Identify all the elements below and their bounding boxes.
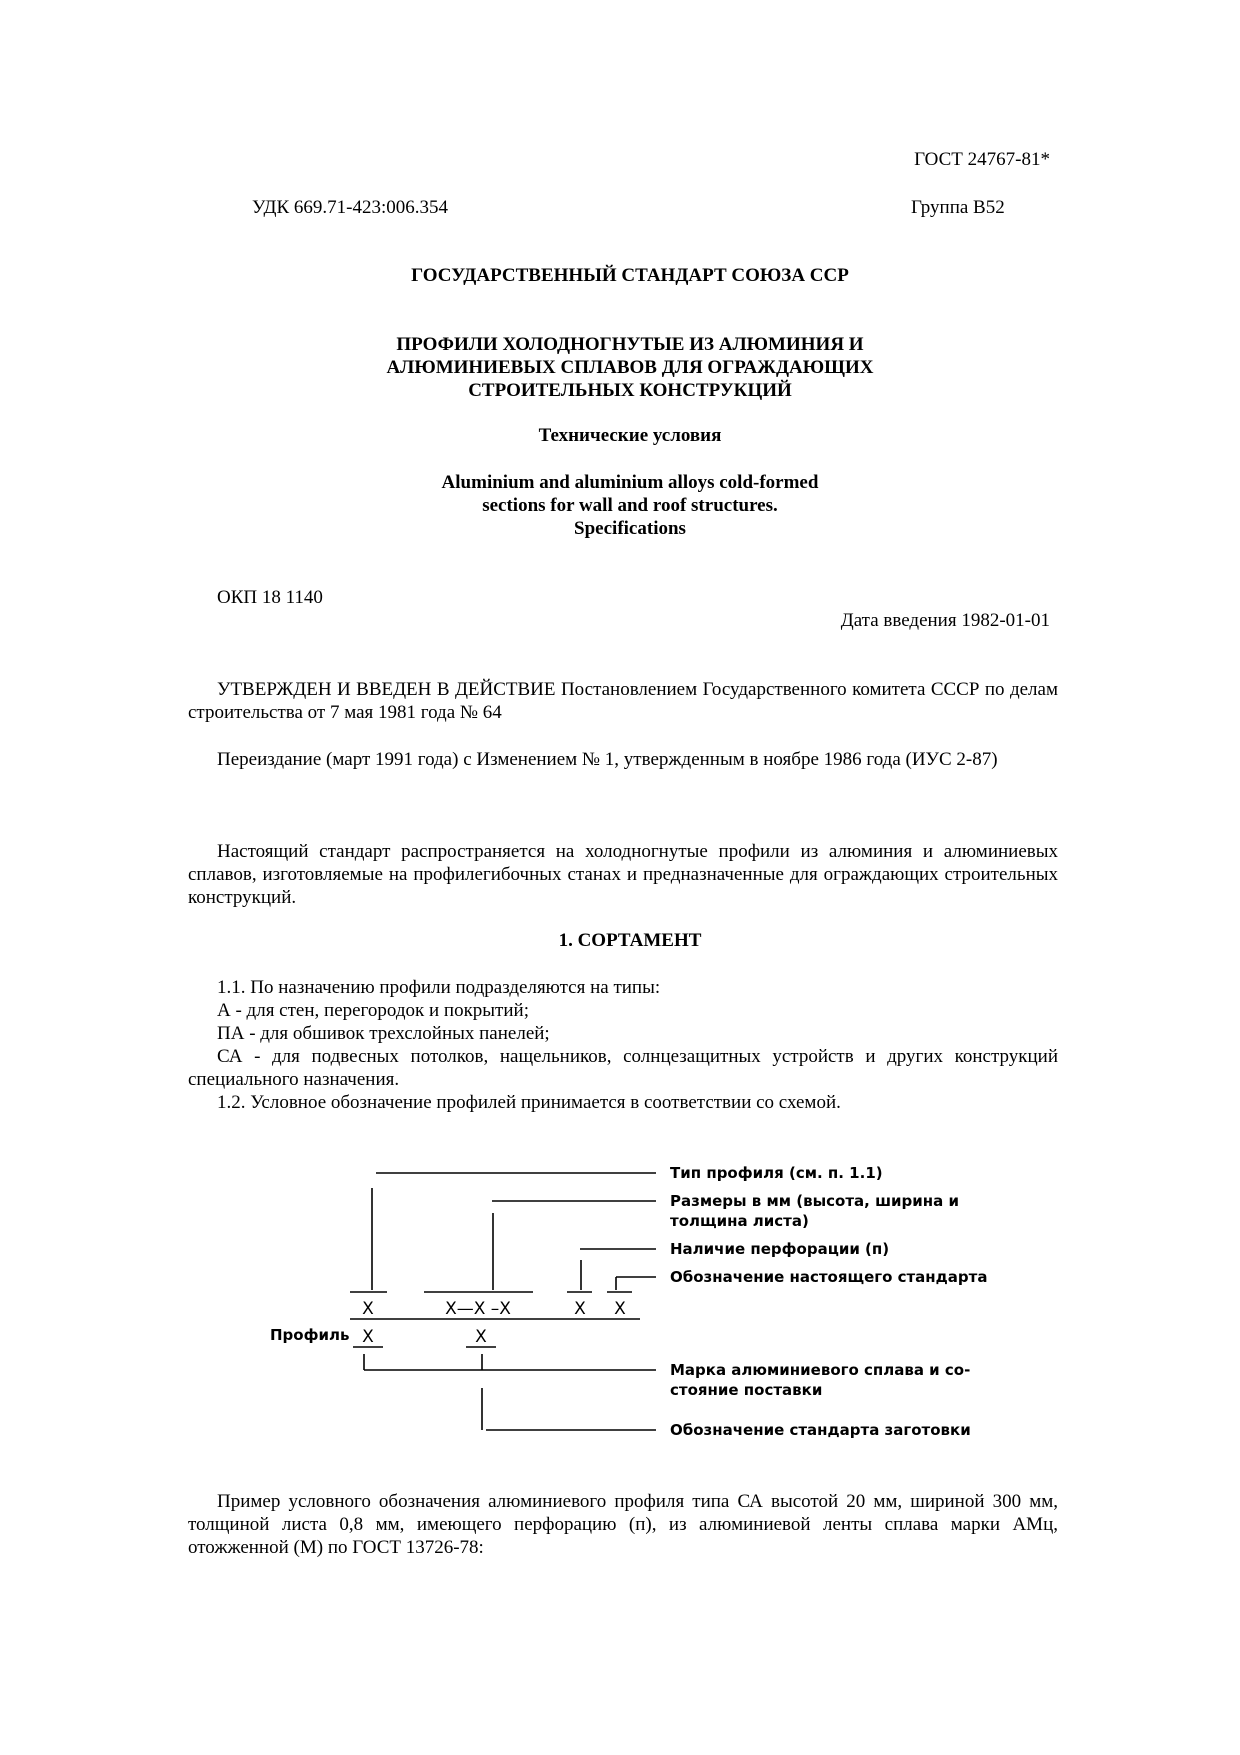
approval-paragraph: УТВЕРЖДЕН И ВВЕДЕН В ДЕЙСТВИЕ Постановлением Государственного комитета СССР по делам строительства от 7 мая 1981 года № 64 xyxy=(188,679,1058,723)
introduction-date: Дата введения 1982-01-01 xyxy=(840,610,1050,631)
label-sizes-line1: Размеры в мм (высота, ширина и xyxy=(670,1192,959,1210)
label-blank-standard: Обозначение стандарта заготовки xyxy=(670,1421,971,1439)
label-profile-type: Тип профиля (см. п. 1.1) xyxy=(670,1164,883,1182)
scope-paragraph: Настоящий стандарт распространяется на холодногнутые профили из алюминия и алюминиевых сплавов, изготовляемые на профилегибочных станах и предназначенные для ограждающих строительных конструкций. xyxy=(188,841,1058,908)
label-sizes-line2: толщина листа) xyxy=(670,1212,809,1230)
section-heading-1: 1. СОРТАМЕНТ xyxy=(558,930,702,951)
title-ru-line: ПРОФИЛИ ХОЛОДНОГНУТЫЕ ИЗ АЛЮМИНИЯ И xyxy=(396,334,864,355)
type-a-item: А - для стен, перегородок и покрытий; xyxy=(217,1000,529,1021)
label-perforation: Наличие перфорации (п) xyxy=(670,1240,890,1258)
title-ru-line: СТРОИТЕЛЬНЫХ КОНСТРУКЦИЙ xyxy=(468,380,792,401)
clause-1-1: 1.1. По назначению профили подразделяются на типы: xyxy=(217,977,661,998)
x-perforation: X xyxy=(574,1299,586,1319)
title-en-line: sections for wall and roof structures. xyxy=(482,495,778,516)
x-standard: X xyxy=(614,1299,626,1319)
x-sizes: X—X –X xyxy=(445,1299,511,1319)
group-code: Группа В52 xyxy=(911,197,1005,218)
document-subtitle-ru: Технические условия xyxy=(538,425,722,446)
x-alloy: X xyxy=(362,1327,374,1347)
state-standard-heading: ГОСУДАРСТВЕННЫЙ СТАНДАРТ СОЮЗА ССР xyxy=(411,265,849,286)
type-pa-item: ПА - для обшивок трехслойных панелей; xyxy=(217,1023,550,1044)
title-en-line: Specifications xyxy=(574,518,686,539)
label-this-standard: Обозначение настоящего стандарта xyxy=(670,1268,988,1286)
clause-1-2: 1.2. Условное обозначение профилей принимается в соответствии со схемой. xyxy=(217,1092,841,1113)
example-paragraph: Пример условного обозначения алюминиевого профиля типа СА высотой 20 мм, шириной 300 мм, толщиной листа 0,8 мм, имеющего перфорацию (п), из алюминиевой ленты сплава марки АМц, отожженной (М) по ГОСТ 13726-78: xyxy=(188,1491,1058,1558)
gost-number: ГОСТ 24767-81* xyxy=(914,149,1050,170)
profile-label: Профиль xyxy=(270,1326,350,1344)
udk-code: УДК 669.71-423:006.354 xyxy=(252,197,449,218)
x-blank-standard: X xyxy=(475,1327,487,1347)
title-ru-line: АЛЮМИНИЕВЫХ СПЛАВОВ ДЛЯ ОГРАЖДАЮЩИХ xyxy=(386,357,874,378)
label-alloy-line1: Марка алюминиевого сплава и со- xyxy=(670,1361,971,1379)
x-profile-type: X xyxy=(362,1299,374,1319)
reissue-paragraph: Переиздание (март 1991 года) с Изменением № 1, утвержденным в ноябре 1986 года (ИУС 2-87) xyxy=(217,749,998,770)
type-sa-item: СА - для подвесных потолков, нащельников, солнцезащитных устройств и других конструкций специального назначения. xyxy=(188,1046,1058,1090)
okp-code: ОКП 18 1140 xyxy=(217,587,323,608)
title-en-line: Aluminium and aluminium alloys cold-formed xyxy=(441,472,819,493)
label-alloy-line2: стояние поставки xyxy=(670,1381,823,1399)
